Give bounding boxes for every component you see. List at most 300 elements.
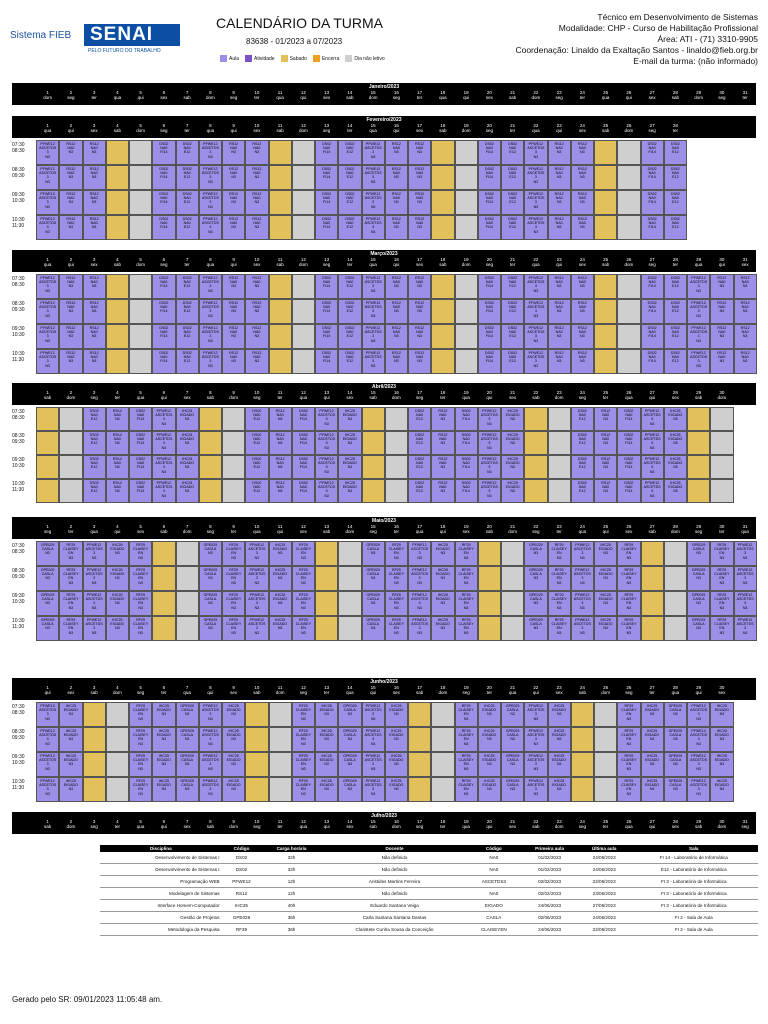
schedule-cell[interactable]: RS12 NA0 N3 [222, 190, 245, 215]
schedule-cell[interactable]: RS12 NA0 N3 [83, 274, 106, 299]
schedule-cell[interactable]: RS12 NA0 N3 [222, 324, 245, 349]
schedule-cell[interactable]: DS02 NA0 FI14 [315, 165, 338, 190]
schedule-cell[interactable]: RF29 CLAISEY EN N3 [548, 616, 571, 641]
schedule-cell[interactable]: PFWE12 ASCETDS 3 N3 [199, 165, 222, 190]
schedule-cell[interactable]: DS02 NA0 FI14 [641, 274, 664, 299]
schedule-cell[interactable]: DS02 NA0 E12 [338, 190, 361, 215]
schedule-cell[interactable]: RF29 CLAISEY EN N3 [129, 591, 152, 616]
schedule-cell[interactable] [687, 479, 710, 503]
schedule-cell[interactable]: PFWE12 ASCETDS 3 N3 [408, 591, 431, 616]
schedule-cell[interactable] [106, 215, 129, 240]
schedule-cell[interactable]: PFWE12 ASCETDS 3 N3 [734, 591, 757, 616]
schedule-cell[interactable] [292, 349, 315, 374]
schedule-cell[interactable]: IHC25 EIGADO N3 [269, 541, 292, 566]
schedule-cell[interactable] [431, 274, 454, 299]
schedule-cell[interactable]: RS12 NA0 N3 [548, 165, 571, 190]
schedule-cell[interactable]: IHC25 EIGADO N3 [478, 777, 501, 802]
schedule-cell[interactable] [501, 591, 524, 616]
schedule-cell[interactable]: DS02 NA0 FI14 [315, 215, 338, 240]
schedule-cell[interactable]: RF29 CLAISEY EN N3 [455, 727, 478, 752]
schedule-cell[interactable]: IHC25 EIGADO N3 [431, 541, 454, 566]
schedule-cell[interactable]: PFWE12 ASCETDS 3 N3 [36, 140, 59, 165]
schedule-cell[interactable]: PFWE12 ASCETDS 3 N3 [362, 727, 385, 752]
schedule-cell[interactable]: PFWE12 ASCETDS 3 N3 [524, 702, 547, 727]
schedule-cell[interactable]: RS12 NA0 N3 [408, 324, 431, 349]
schedule-cell[interactable]: IHC25 EIGADO N3 [501, 431, 524, 455]
schedule-cell[interactable]: GPE029 CASLA N3 [338, 777, 361, 802]
schedule-cell[interactable] [594, 274, 617, 299]
schedule-cell[interactable]: DS02 NA0 FI14 [478, 165, 501, 190]
schedule-cell[interactable]: PFWE12 ASCETDS 3 N3 [152, 479, 175, 503]
schedule-cell[interactable] [594, 727, 617, 752]
schedule-cell[interactable]: PFWE12 ASCETDS 3 N3 [524, 190, 547, 215]
schedule-cell[interactable]: DS02 NA0 E12 [571, 407, 594, 431]
schedule-cell[interactable]: PFWE12 ASCETDS 3 N3 [571, 591, 594, 616]
schedule-cell[interactable]: DS02 NA0 E12 [664, 324, 687, 349]
schedule-cell[interactable] [129, 299, 152, 324]
schedule-cell[interactable]: RF29 CLAISEY EN N3 [292, 541, 315, 566]
schedule-cell[interactable] [594, 215, 617, 240]
schedule-cell[interactable]: PFWE12 ASCETDS 3 N3 [524, 349, 547, 374]
schedule-cell[interactable]: GPE029 CASLA N3 [176, 777, 199, 802]
schedule-cell[interactable] [571, 777, 594, 802]
schedule-cell[interactable]: PFWE12 ASCETDS 3 N3 [83, 566, 106, 591]
schedule-cell[interactable] [36, 479, 59, 503]
schedule-cell[interactable]: GPE029 CASLA N3 [199, 616, 222, 641]
schedule-cell[interactable]: DS02 NA0 FI14 [455, 431, 478, 455]
schedule-cell[interactable] [455, 190, 478, 215]
schedule-cell[interactable]: IHC25 EIGADO N3 [664, 455, 687, 479]
schedule-cell[interactable]: RS12 NA0 N3 [734, 299, 757, 324]
schedule-cell[interactable]: RF29 CLAISEY EN N3 [455, 752, 478, 777]
schedule-cell[interactable]: RS12 NA0 N3 [571, 140, 594, 165]
schedule-cell[interactable] [687, 455, 710, 479]
schedule-cell[interactable]: IHC25 EIGADO N3 [338, 407, 361, 431]
schedule-cell[interactable]: DS02 NA0 FI14 [478, 215, 501, 240]
schedule-cell[interactable]: RS12 NA0 N3 [83, 140, 106, 165]
schedule-cell[interactable]: RF29 CLAISEY EN N3 [710, 541, 733, 566]
schedule-cell[interactable]: PFWE12 ASCETDS 3 N3 [524, 215, 547, 240]
schedule-cell[interactable]: IHC25 EIGADO N3 [710, 752, 733, 777]
schedule-cell[interactable] [269, 727, 292, 752]
schedule-cell[interactable]: PFWE12 ASCETDS 3 N3 [734, 541, 757, 566]
schedule-cell[interactable] [83, 752, 106, 777]
schedule-cell[interactable]: DS02 NA0 E12 [664, 140, 687, 165]
schedule-cell[interactable]: DS02 NA0 FI14 [641, 140, 664, 165]
schedule-cell[interactable]: PFWE12 ASCETDS 3 N3 [641, 455, 664, 479]
schedule-cell[interactable]: GPE029 CASLA N3 [687, 616, 710, 641]
schedule-cell[interactable] [269, 349, 292, 374]
schedule-cell[interactable]: RS12 NA0 N3 [245, 215, 268, 240]
schedule-cell[interactable]: RS12 NA0 N3 [385, 190, 408, 215]
schedule-cell[interactable] [524, 407, 547, 431]
schedule-cell[interactable]: DS02 NA0 FI14 [478, 299, 501, 324]
schedule-cell[interactable] [269, 190, 292, 215]
schedule-cell[interactable]: DS02 NA0 FI14 [455, 407, 478, 431]
schedule-cell[interactable] [292, 274, 315, 299]
schedule-cell[interactable]: RS12 NA0 N3 [59, 190, 82, 215]
schedule-cell[interactable] [176, 541, 199, 566]
schedule-cell[interactable]: RS12 NA0 N3 [83, 165, 106, 190]
schedule-cell[interactable]: PFWE12 ASCETDS 3 N3 [152, 455, 175, 479]
schedule-cell[interactable] [385, 431, 408, 455]
schedule-cell[interactable]: RS12 NA0 N3 [269, 431, 292, 455]
schedule-cell[interactable]: RF29 CLAISEY EN N3 [129, 566, 152, 591]
schedule-cell[interactable] [36, 455, 59, 479]
schedule-cell[interactable]: PFWE12 ASCETDS 3 N3 [362, 140, 385, 165]
schedule-cell[interactable]: GPE029 CASLA N3 [687, 566, 710, 591]
schedule-cell[interactable]: PFWE12 ASCETDS 3 N3 [315, 479, 338, 503]
schedule-cell[interactable]: RF29 CLAISEY EN N3 [292, 566, 315, 591]
schedule-cell[interactable] [617, 190, 640, 215]
schedule-cell[interactable]: DS02 NA0 E12 [83, 455, 106, 479]
schedule-cell[interactable]: RF29 CLAISEY EN N3 [548, 566, 571, 591]
schedule-cell[interactable]: RS12 NA0 N3 [571, 190, 594, 215]
schedule-cell[interactable]: PFWE12 ASCETDS 3 N3 [524, 165, 547, 190]
schedule-cell[interactable]: DS02 NA0 E12 [664, 190, 687, 215]
schedule-cell[interactable]: DS02 NA0 FI14 [129, 479, 152, 503]
schedule-cell[interactable]: GPE029 CASLA N3 [362, 591, 385, 616]
schedule-cell[interactable]: IHC25 EIGADO N3 [222, 702, 245, 727]
schedule-cell[interactable]: PFWE12 ASCETDS 3 N3 [478, 407, 501, 431]
schedule-cell[interactable]: DS02 NA0 E12 [83, 407, 106, 431]
schedule-cell[interactable]: RF29 CLAISEY EN N3 [129, 616, 152, 641]
schedule-cell[interactable]: DS02 NA0 E12 [176, 324, 199, 349]
schedule-cell[interactable]: GPE029 CASLA N3 [176, 727, 199, 752]
schedule-cell[interactable] [455, 165, 478, 190]
schedule-cell[interactable]: PFWE12 ASCETDS 3 N3 [408, 541, 431, 566]
schedule-cell[interactable] [106, 702, 129, 727]
schedule-cell[interactable]: RS12 NA0 N3 [83, 324, 106, 349]
schedule-cell[interactable]: IHC25 EIGADO N3 [548, 777, 571, 802]
schedule-cell[interactable]: PFWE12 ASCETDS 3 N3 [571, 566, 594, 591]
schedule-cell[interactable]: PFWE12 ASCETDS 3 N3 [245, 541, 268, 566]
schedule-cell[interactable]: RS12 NA0 N3 [245, 140, 268, 165]
schedule-cell[interactable] [129, 274, 152, 299]
schedule-cell[interactable]: IHC25 EIGADO N3 [478, 702, 501, 727]
schedule-cell[interactable]: RS12 NA0 N3 [83, 190, 106, 215]
schedule-cell[interactable] [408, 727, 431, 752]
schedule-cell[interactable]: GPE029 CASLA N3 [176, 752, 199, 777]
schedule-cell[interactable]: RS12 NA0 N3 [59, 140, 82, 165]
schedule-cell[interactable] [687, 431, 710, 455]
schedule-cell[interactable] [710, 479, 733, 503]
schedule-cell[interactable]: RS12 NA0 N3 [222, 165, 245, 190]
schedule-cell[interactable]: DS02 NA0 E12 [408, 479, 431, 503]
schedule-cell[interactable]: RS12 NA0 N3 [431, 455, 454, 479]
schedule-cell[interactable] [362, 407, 385, 431]
schedule-cell[interactable] [152, 616, 175, 641]
schedule-cell[interactable]: RS12 NA0 N3 [594, 455, 617, 479]
schedule-cell[interactable]: DS02 NA0 FI14 [152, 215, 175, 240]
schedule-cell[interactable]: IHC25 EIGADO N3 [338, 479, 361, 503]
schedule-cell[interactable] [571, 727, 594, 752]
schedule-cell[interactable] [431, 702, 454, 727]
schedule-cell[interactable]: DS02 NA0 FI14 [617, 479, 640, 503]
schedule-cell[interactable]: PFWE12 ASCETDS 3 N3 [362, 215, 385, 240]
schedule-cell[interactable]: RS12 NA0 N3 [548, 299, 571, 324]
schedule-cell[interactable]: DS02 NA0 FI14 [152, 165, 175, 190]
schedule-cell[interactable]: RS12 NA0 N3 [431, 407, 454, 431]
schedule-cell[interactable] [524, 431, 547, 455]
schedule-cell[interactable]: RS12 NA0 N3 [548, 349, 571, 374]
schedule-cell[interactable]: PFWE12 ASCETDS 3 N3 [641, 407, 664, 431]
schedule-cell[interactable]: IHC25 EIGADO N3 [501, 455, 524, 479]
schedule-cell[interactable]: DS02 NA0 E12 [338, 274, 361, 299]
schedule-cell[interactable]: DS02 NA0 E12 [501, 349, 524, 374]
schedule-cell[interactable]: PFWE12 ASCETDS 3 N3 [36, 752, 59, 777]
schedule-cell[interactable] [222, 455, 245, 479]
schedule-cell[interactable] [594, 702, 617, 727]
schedule-cell[interactable]: GPE029 CASLA N3 [524, 616, 547, 641]
schedule-cell[interactable]: PFWE12 ASCETDS 3 N3 [362, 702, 385, 727]
schedule-cell[interactable]: GPE029 CASLA N3 [36, 591, 59, 616]
schedule-cell[interactable]: PFWE12 ASCETDS 3 N3 [83, 591, 106, 616]
schedule-cell[interactable]: IHC25 EIGADO N3 [594, 591, 617, 616]
schedule-cell[interactable]: IHC25 EIGADO N3 [106, 541, 129, 566]
schedule-cell[interactable]: GPE029 CASLA N3 [362, 541, 385, 566]
schedule-cell[interactable]: IHC25 EIGADO N3 [641, 752, 664, 777]
schedule-cell[interactable]: IHC25 EIGADO N3 [385, 702, 408, 727]
schedule-cell[interactable]: GPE029 CASLA N3 [687, 541, 710, 566]
schedule-cell[interactable]: RS12 NA0 N3 [222, 140, 245, 165]
schedule-cell[interactable]: PFWE12 ASCETDS 3 N3 [152, 407, 175, 431]
schedule-cell[interactable] [501, 616, 524, 641]
schedule-cell[interactable]: GPE029 CASLA N3 [199, 541, 222, 566]
schedule-cell[interactable] [222, 479, 245, 503]
schedule-cell[interactable]: PFWE12 ASCETDS 3 N3 [362, 299, 385, 324]
schedule-cell[interactable]: RS12 NA0 N3 [269, 407, 292, 431]
schedule-cell[interactable] [269, 752, 292, 777]
schedule-cell[interactable] [664, 566, 687, 591]
schedule-cell[interactable]: RS12 NA0 N3 [245, 324, 268, 349]
schedule-cell[interactable] [524, 455, 547, 479]
schedule-cell[interactable] [315, 616, 338, 641]
schedule-cell[interactable]: GPE029 CASLA N3 [524, 566, 547, 591]
schedule-cell[interactable]: PFWE12 ASCETDS 3 N3 [478, 455, 501, 479]
schedule-cell[interactable] [431, 140, 454, 165]
schedule-cell[interactable]: PFWE12 ASCETDS 3 N3 [199, 190, 222, 215]
schedule-cell[interactable]: RF29 CLAISEY EN N3 [617, 702, 640, 727]
schedule-cell[interactable] [106, 324, 129, 349]
schedule-cell[interactable]: RF29 CLAISEY EN N3 [617, 616, 640, 641]
schedule-cell[interactable]: PFWE12 ASCETDS 3 N3 [315, 431, 338, 455]
schedule-cell[interactable]: RS12 NA0 N3 [710, 349, 733, 374]
schedule-cell[interactable]: IHC25 EIGADO N3 [152, 752, 175, 777]
schedule-cell[interactable]: PFWE12 ASCETDS 3 N3 [641, 431, 664, 455]
schedule-cell[interactable] [315, 566, 338, 591]
schedule-cell[interactable]: DS02 NA0 E12 [245, 407, 268, 431]
schedule-cell[interactable] [292, 190, 315, 215]
schedule-cell[interactable] [408, 752, 431, 777]
schedule-cell[interactable] [641, 591, 664, 616]
schedule-cell[interactable] [83, 727, 106, 752]
schedule-cell[interactable]: PFWE12 ASCETDS 3 N3 [315, 455, 338, 479]
schedule-cell[interactable]: RS12 NA0 N3 [269, 479, 292, 503]
schedule-cell[interactable] [617, 274, 640, 299]
schedule-cell[interactable]: DS02 NA0 FI14 [292, 407, 315, 431]
schedule-cell[interactable]: IHC25 EIGADO N3 [176, 407, 199, 431]
schedule-cell[interactable]: RS12 NA0 N3 [594, 431, 617, 455]
schedule-cell[interactable]: PFWE12 ASCETDS 3 N3 [199, 140, 222, 165]
schedule-cell[interactable]: PFWE12 ASCETDS 3 N3 [408, 616, 431, 641]
schedule-cell[interactable]: GPE029 CASLA N3 [664, 702, 687, 727]
schedule-cell[interactable]: RS12 NA0 N3 [83, 349, 106, 374]
schedule-cell[interactable]: DS02 NA0 FI14 [617, 455, 640, 479]
schedule-cell[interactable]: DS02 NA0 FI14 [478, 349, 501, 374]
schedule-cell[interactable]: RS12 NA0 N3 [408, 349, 431, 374]
schedule-cell[interactable] [292, 165, 315, 190]
schedule-cell[interactable]: DS02 NA0 FI14 [152, 349, 175, 374]
schedule-cell[interactable]: PFWE12 ASCETDS 3 N3 [199, 324, 222, 349]
schedule-cell[interactable] [594, 140, 617, 165]
schedule-cell[interactable]: RS12 NA0 N3 [59, 274, 82, 299]
schedule-cell[interactable]: PFWE12 ASCETDS 3 N3 [245, 591, 268, 616]
schedule-cell[interactable] [83, 777, 106, 802]
schedule-cell[interactable]: PFWE12 ASCETDS 3 N3 [199, 215, 222, 240]
schedule-cell[interactable]: RF29 CLAISEY EN N3 [455, 541, 478, 566]
schedule-cell[interactable] [152, 566, 175, 591]
schedule-cell[interactable]: DS02 NA0 E12 [571, 455, 594, 479]
schedule-cell[interactable]: IHC25 EIGADO N3 [664, 407, 687, 431]
schedule-cell[interactable] [594, 324, 617, 349]
schedule-cell[interactable]: PFWE12 ASCETDS 3 N3 [687, 752, 710, 777]
schedule-cell[interactable]: RS12 NA0 N3 [408, 215, 431, 240]
schedule-cell[interactable]: IHC25 EIGADO N3 [385, 777, 408, 802]
schedule-cell[interactable]: GPE029 CASLA N3 [199, 566, 222, 591]
schedule-cell[interactable] [292, 299, 315, 324]
schedule-cell[interactable] [548, 455, 571, 479]
schedule-cell[interactable] [269, 324, 292, 349]
schedule-cell[interactable]: DS02 NA0 E12 [245, 431, 268, 455]
schedule-cell[interactable]: IHC25 EIGADO N3 [152, 727, 175, 752]
schedule-cell[interactable]: PFWE12 ASCETDS 3 N3 [199, 777, 222, 802]
schedule-cell[interactable]: GPE029 CASLA N3 [664, 727, 687, 752]
schedule-cell[interactable]: RF29 CLAISEY EN N3 [222, 591, 245, 616]
schedule-cell[interactable]: GPE029 CASLA N3 [664, 752, 687, 777]
schedule-cell[interactable] [59, 479, 82, 503]
schedule-cell[interactable]: RS12 NA0 N3 [548, 140, 571, 165]
schedule-cell[interactable]: RS12 NA0 N3 [594, 479, 617, 503]
schedule-cell[interactable]: RS12 NA0 N3 [431, 431, 454, 455]
schedule-cell[interactable]: RS12 NA0 N3 [245, 165, 268, 190]
schedule-cell[interactable]: DS02 NA0 E12 [664, 215, 687, 240]
schedule-cell[interactable]: IHC25 EIGADO N3 [269, 616, 292, 641]
schedule-cell[interactable]: RF29 CLAISEY EN N3 [617, 541, 640, 566]
schedule-cell[interactable]: DS02 NA0 E12 [338, 349, 361, 374]
schedule-cell[interactable]: RS12 NA0 N3 [59, 165, 82, 190]
schedule-cell[interactable]: RF29 CLAISEY EN N3 [385, 566, 408, 591]
schedule-cell[interactable] [664, 591, 687, 616]
schedule-cell[interactable]: PFWE12 ASCETDS 3 N3 [524, 274, 547, 299]
schedule-cell[interactable]: DS02 NA0 FI14 [129, 431, 152, 455]
schedule-cell[interactable]: RS12 NA0 N3 [571, 349, 594, 374]
schedule-cell[interactable] [478, 591, 501, 616]
schedule-cell[interactable]: RS12 NA0 N3 [710, 274, 733, 299]
schedule-cell[interactable]: PFWE12 ASCETDS 3 N3 [36, 349, 59, 374]
schedule-cell[interactable]: IHC25 EIGADO N3 [478, 727, 501, 752]
schedule-cell[interactable] [617, 324, 640, 349]
schedule-cell[interactable]: IHC25 EIGADO N3 [641, 777, 664, 802]
schedule-cell[interactable]: RF29 CLAISEY EN N3 [617, 566, 640, 591]
schedule-cell[interactable] [594, 777, 617, 802]
schedule-cell[interactable]: DS02 NA0 FI14 [315, 299, 338, 324]
schedule-cell[interactable]: RF29 CLAISEY EN N3 [59, 566, 82, 591]
schedule-cell[interactable]: DS02 NA0 FI14 [617, 407, 640, 431]
schedule-cell[interactable]: IHC25 EIGADO N3 [338, 455, 361, 479]
schedule-cell[interactable]: RS12 NA0 N3 [548, 190, 571, 215]
schedule-cell[interactable] [315, 591, 338, 616]
schedule-cell[interactable] [641, 616, 664, 641]
schedule-cell[interactable]: PFWE12 ASCETDS 3 N3 [734, 616, 757, 641]
schedule-cell[interactable]: RS12 NA0 N3 [408, 165, 431, 190]
schedule-cell[interactable] [269, 215, 292, 240]
schedule-cell[interactable]: GPE029 CASLA N3 [36, 541, 59, 566]
schedule-cell[interactable]: DS02 NA0 E12 [501, 165, 524, 190]
schedule-cell[interactable] [106, 349, 129, 374]
schedule-cell[interactable] [129, 140, 152, 165]
schedule-cell[interactable] [641, 566, 664, 591]
schedule-cell[interactable]: RS12 NA0 N3 [571, 324, 594, 349]
schedule-cell[interactable] [245, 777, 268, 802]
schedule-cell[interactable] [176, 591, 199, 616]
schedule-cell[interactable]: DS02 NA0 FI14 [315, 190, 338, 215]
schedule-cell[interactable] [548, 431, 571, 455]
schedule-cell[interactable] [269, 299, 292, 324]
schedule-cell[interactable]: DS02 NA0 FI14 [641, 299, 664, 324]
schedule-cell[interactable]: PFWE12 ASCETDS 3 N3 [571, 541, 594, 566]
schedule-cell[interactable] [245, 727, 268, 752]
schedule-cell[interactable] [176, 566, 199, 591]
schedule-cell[interactable]: RF29 CLAISEY EN N3 [129, 702, 152, 727]
schedule-cell[interactable] [617, 299, 640, 324]
schedule-cell[interactable]: PFWE12 ASCETDS 3 N3 [199, 752, 222, 777]
schedule-cell[interactable]: PFWE12 ASCETDS 3 N3 [641, 479, 664, 503]
schedule-cell[interactable]: DS02 NA0 E12 [338, 299, 361, 324]
schedule-cell[interactable]: GPE029 CASLA N3 [36, 566, 59, 591]
schedule-cell[interactable] [455, 349, 478, 374]
schedule-cell[interactable]: RF29 CLAISEY EN N3 [222, 616, 245, 641]
schedule-cell[interactable]: GPE029 CASLA N3 [36, 616, 59, 641]
schedule-cell[interactable]: RF29 CLAISEY EN N3 [129, 752, 152, 777]
schedule-cell[interactable]: IHC25 EIGADO N3 [315, 727, 338, 752]
schedule-cell[interactable] [362, 455, 385, 479]
schedule-cell[interactable]: RS12 NA0 N3 [385, 349, 408, 374]
schedule-cell[interactable]: RS12 NA0 N3 [83, 299, 106, 324]
schedule-cell[interactable]: RS12 NA0 N3 [734, 349, 757, 374]
schedule-cell[interactable]: DS02 NA0 E12 [338, 165, 361, 190]
schedule-cell[interactable]: RF29 CLAISEY EN N3 [548, 541, 571, 566]
schedule-cell[interactable]: DS02 NA0 FI14 [641, 349, 664, 374]
schedule-cell[interactable] [269, 702, 292, 727]
schedule-cell[interactable]: GPE029 CASLA N3 [338, 727, 361, 752]
schedule-cell[interactable] [455, 324, 478, 349]
schedule-cell[interactable]: RS12 NA0 N3 [245, 299, 268, 324]
schedule-cell[interactable]: RF29 CLAISEY EN N3 [548, 591, 571, 616]
schedule-cell[interactable]: PFWE12 ASCETDS 3 N3 [524, 752, 547, 777]
schedule-cell[interactable]: PFWE12 ASCETDS 3 N3 [36, 777, 59, 802]
schedule-cell[interactable]: RF29 CLAISEY EN N3 [129, 727, 152, 752]
schedule-cell[interactable] [431, 727, 454, 752]
schedule-cell[interactable]: DS02 NA0 FI14 [292, 431, 315, 455]
schedule-cell[interactable] [455, 274, 478, 299]
schedule-cell[interactable]: RF29 CLAISEY EN N3 [59, 591, 82, 616]
schedule-cell[interactable]: PFWE12 ASCETDS 3 N3 [83, 616, 106, 641]
schedule-cell[interactable]: DS02 NA0 E12 [83, 431, 106, 455]
schedule-cell[interactable] [199, 407, 222, 431]
schedule-cell[interactable]: DS02 NA0 E12 [664, 349, 687, 374]
schedule-cell[interactable]: PFWE12 ASCETDS 3 N3 [687, 727, 710, 752]
